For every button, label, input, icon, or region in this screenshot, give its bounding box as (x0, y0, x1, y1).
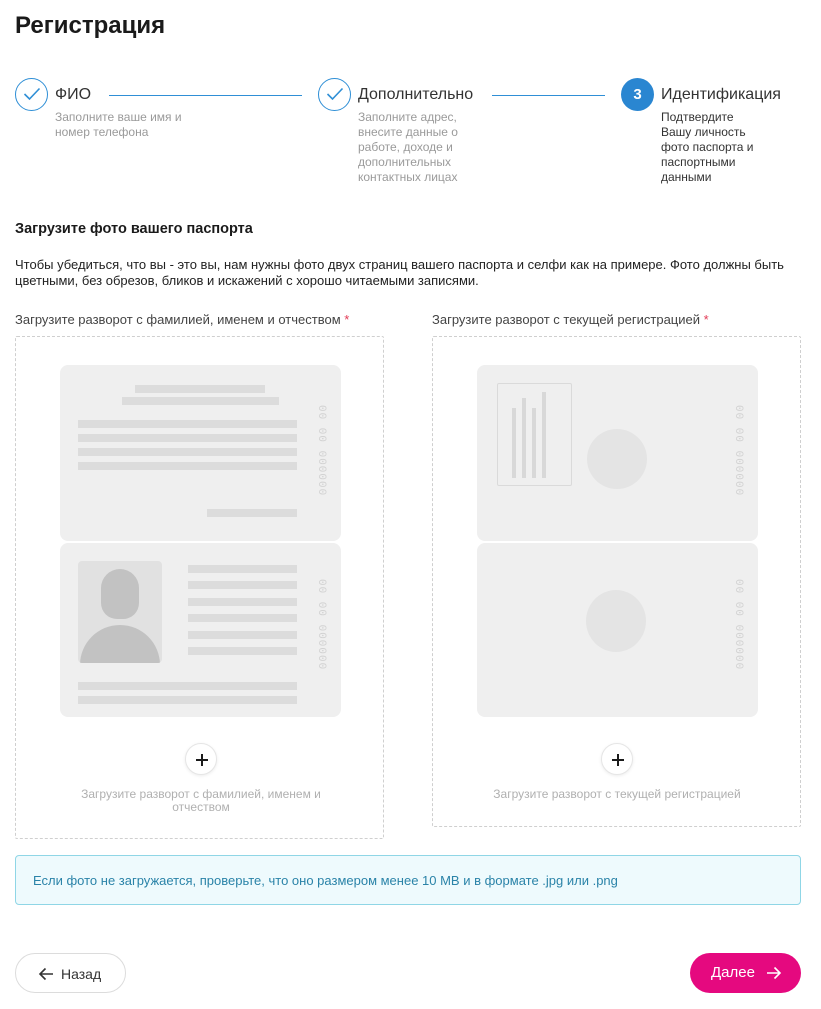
passport-photo-page-illustration (60, 543, 341, 717)
upload-hint: Загрузите разворот с фамилией, именем и отчеством (81, 787, 321, 814)
info-text: Если фото не загружается, проверьте, что оно размером менее 10 MB и в формате .jpg или .png (33, 873, 618, 888)
upload-label-name-page (15, 312, 349, 327)
check-icon (23, 87, 41, 101)
placeholder-line (188, 565, 297, 573)
step-done-circle (15, 78, 48, 111)
add-photo-button[interactable] (185, 743, 217, 775)
seal-icon (586, 590, 646, 652)
passport-series-mark: 00 00 000000 (732, 579, 744, 671)
placeholder-line (207, 509, 297, 517)
upload-dropzone-registration-page[interactable] (432, 336, 801, 827)
placeholder-line (78, 682, 297, 690)
passport-registration-page-illustration (477, 543, 758, 717)
placeholder-line (78, 420, 297, 428)
placeholder-line (188, 598, 297, 606)
next-button[interactable] (690, 953, 801, 993)
step-description: Подтвердите Вашу личность фото паспорта и паспортными данными (661, 110, 754, 184)
step-connector (492, 95, 605, 96)
placeholder-line (188, 614, 297, 622)
placeholder-line (78, 696, 297, 704)
passport-series-mark: 00 00 000000 (315, 579, 327, 671)
placeholder-line (188, 581, 297, 589)
placeholder-line (78, 434, 297, 442)
arrow-left-icon (38, 967, 54, 981)
next-button-label: Далее (711, 964, 755, 981)
step-title: Дополнительно (358, 86, 474, 103)
passport-series-mark: 00 00 000000 (315, 405, 327, 497)
step-description: Заполните адрес, внесите данные о работе, доходе и дополнительных контактных лицах (358, 110, 458, 184)
info-banner (15, 855, 801, 905)
check-icon (326, 87, 344, 101)
passport-top-page-illustration (60, 365, 341, 541)
add-photo-button[interactable] (601, 743, 633, 775)
placeholder-line (135, 385, 265, 393)
placeholder-line (78, 462, 297, 470)
back-button-label: Назад (61, 966, 102, 982)
placeholder-line (188, 647, 297, 655)
placeholder-line (188, 631, 297, 639)
section-heading: Загрузите фото вашего паспорта (15, 221, 253, 237)
arrow-right-icon (766, 966, 782, 980)
upload-label-registration-page (432, 312, 709, 327)
step-title: ФИО (55, 86, 92, 103)
required-mark: * (344, 312, 350, 327)
avatar-silhouette-icon (78, 561, 162, 663)
upload-label-text: Загрузите разворот с фамилией, именем и отчеством (15, 312, 341, 327)
step-connector (109, 95, 302, 96)
upload-hint: Загрузите разворот с текущей регистрацией (493, 787, 741, 801)
passport-stamp-page-illustration (477, 365, 758, 541)
upload-dropzone-name-page[interactable] (15, 336, 384, 839)
step-title: Идентификация (661, 86, 781, 103)
seal-icon (587, 429, 647, 489)
placeholder-line (122, 397, 279, 405)
intro-text: Чтобы убедиться, что вы - это вы, нам нужны фото двух страниц вашего паспорта и селфи как на примере. Фото должны быть цветными, без обрезов, бликов и искажений с хорошо читаемыми записями. (15, 257, 784, 288)
back-button[interactable] (15, 953, 126, 993)
required-mark: * (703, 312, 709, 327)
stamp-icon (497, 383, 572, 486)
upload-label-text: Загрузите разворот с текущей регистрацией (432, 312, 700, 327)
step-number: 3 (621, 78, 654, 111)
page-title: Регистрация (15, 12, 166, 39)
placeholder-line (78, 448, 297, 456)
step-description: Заполните ваше имя и номер телефона (55, 110, 182, 139)
passport-series-mark: 00 00 000000 (732, 405, 744, 497)
step-done-circle (318, 78, 351, 111)
